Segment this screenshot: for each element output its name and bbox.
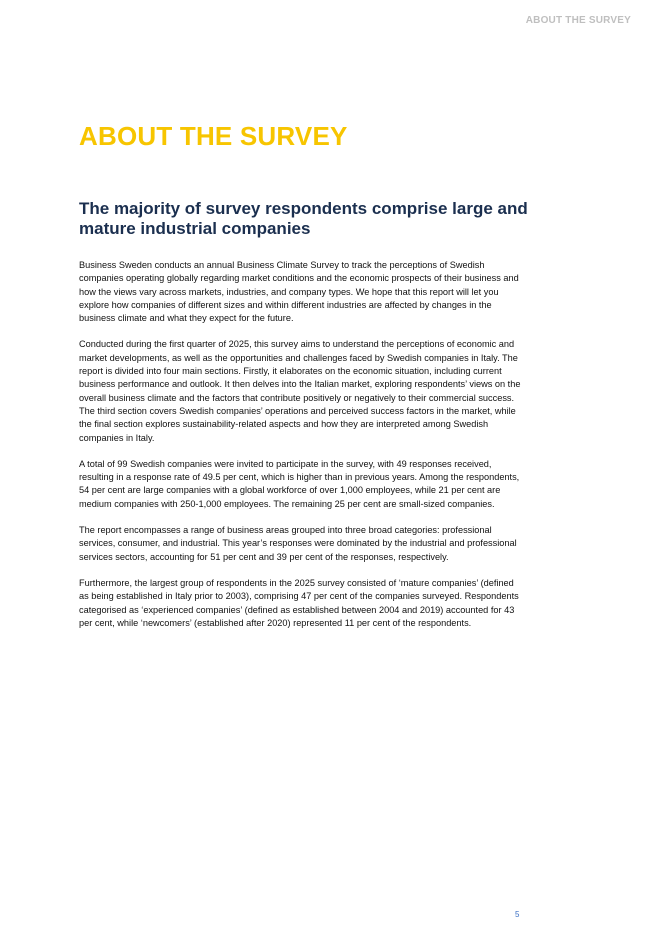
paragraph-report-structure: Conducted during the first quarter of 2025, this survey aims to understand the perceptions of economic and market developments, as well as the opportunities and challenges faced by Swedish companies in Italy. The report is divided into four main sections. Firstly, it elaborates on the economic situation, including current business performance and outlook. It then delves into the Italian market, exploring respondents’ views on the overall business climate and the factors that contribute positively or negatively to their commercial success. The third section covers Swedish companies’ operations and perceived success factors in the market, while the final section explores sustainability-related aspects and how they are interpreted among Swedish companies in Italy.	[79, 339, 521, 443]
section-subheading: The majority of survey respondents comprise large and mature industrial companies	[79, 199, 528, 238]
paragraph-business-areas: The report encompasses a range of business areas grouped into three broad categories: professional services, consumer, and industrial. This year’s responses were dominated by the industrial and professional services sectors, accounting for 51 per cent and 39 per cent of the responses, respectively.	[79, 525, 517, 562]
paragraph-company-maturity: Furthermore, the largest group of respondents in the 2025 survey consisted of ‘mature companies’ (defined as being established in Italy prior to 2003), comprising 47 per cent of the companies surveyed. Respondents categorised as ‘experienced companies’ (defined as established between 2004 and 2019) accounted for 43 per cent, while ‘newcomers’ (established after 2020) represented 11 per cent of the respondents.	[79, 577, 519, 628]
section-title: ABOUT THE SURVEY	[79, 121, 348, 151]
paragraph-introduction: Business Sweden conducts an annual Business Climate Survey to track the perceptions of Swedish companies operating globally regarding market conditions and the economic prospects of their business and how the views vary across markets, industries, and company types. We hope that this report will let you explore how companies of different sizes and within different industries are affected by changes in the business climate and what they expect for the future.	[79, 260, 519, 324]
page-number: 5	[515, 910, 520, 919]
running-header: ABOUT THE SURVEY	[525, 15, 631, 26]
body-text	[79, 259, 524, 643]
paragraph-respondents: A total of 99 Swedish companies were invited to participate in the survey, with 49 responses received, resulting in a response rate of 49.5 per cent, which is higher than in previous years. Among the respondents, 54 per cent are large companies with a global workforce of over 1,000 employees, while 21 per cent are medium companies with 250-1,000 employees. The remaining 25 per cent are small-sized companies.	[79, 458, 520, 509]
